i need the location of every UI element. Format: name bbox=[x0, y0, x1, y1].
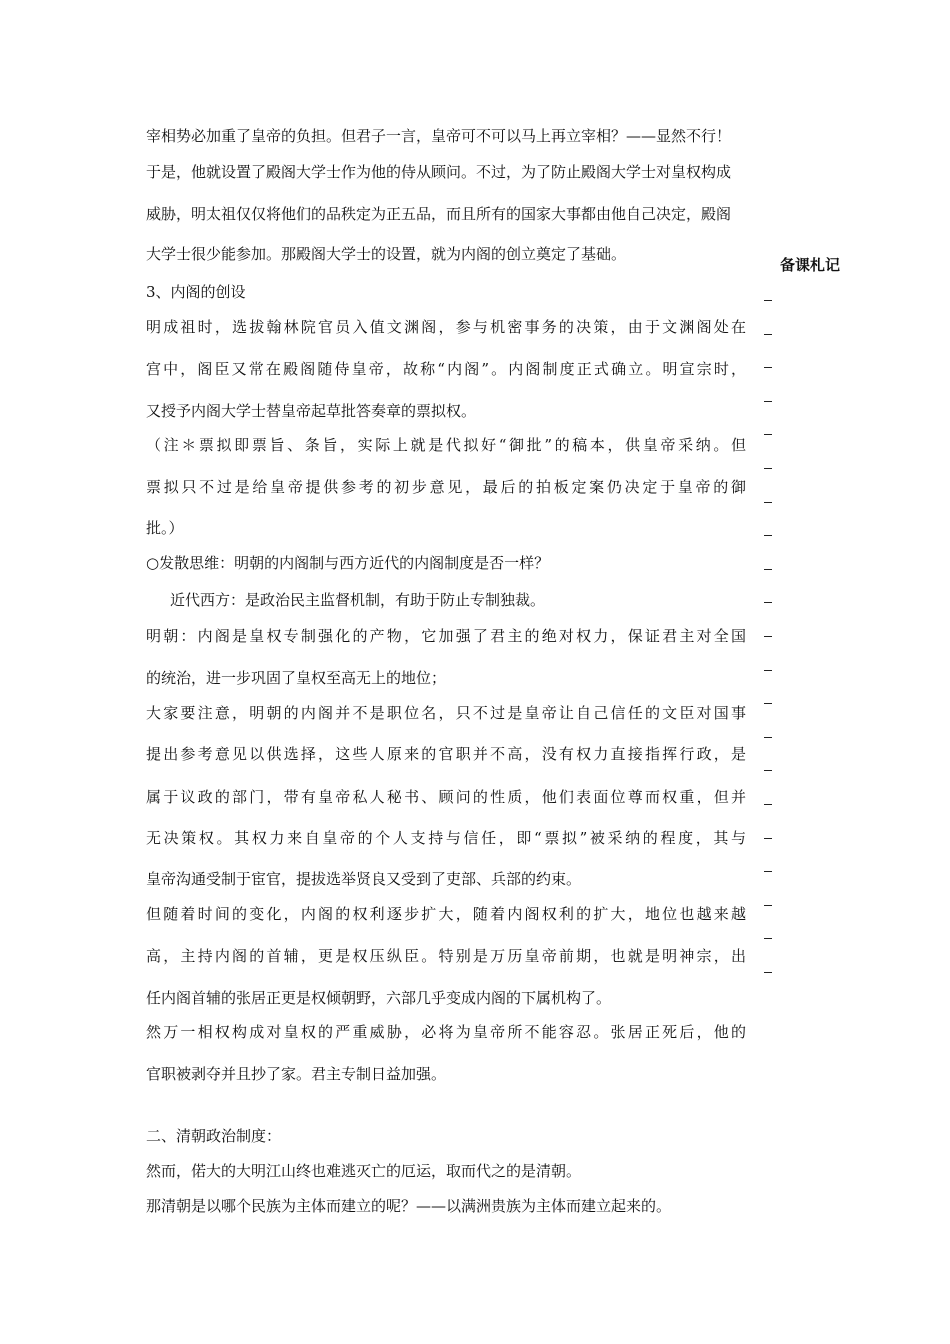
text-line: 高，主持内阁的首辅，更是权压纵臣。特别是万历皇帝前期，也就是明神宗，出 bbox=[146, 947, 746, 965]
text-line: 那清朝是以哪个民族为主体而建立的呢？——以满洲贵族为主体而建立起来的。 bbox=[146, 1197, 672, 1215]
note-line-mark bbox=[764, 972, 772, 973]
text-line: 明朝：内阁是皇权专制强化的产物，它加强了君主的绝对权力，保证君主对全国 bbox=[146, 627, 746, 645]
note-line-mark bbox=[764, 468, 772, 469]
note-line-mark bbox=[764, 838, 772, 839]
text-line: 宰相势必加重了皇帝的负担。但君子一言，皇帝可不可以马上再立宰相？——显然不行！ bbox=[146, 127, 732, 145]
note-line-mark bbox=[764, 636, 772, 637]
note-line: 批。） bbox=[146, 519, 184, 537]
note-line-mark bbox=[764, 602, 772, 603]
note-line-mark bbox=[764, 804, 772, 805]
note-line-mark bbox=[764, 770, 772, 771]
note-line-mark bbox=[764, 401, 772, 402]
text-line: 但随着时间的变化，内阁的权利逐步扩大，随着内阁权利的扩大，地位也越来越 bbox=[146, 905, 746, 923]
note-line-mark bbox=[764, 703, 772, 704]
note-line-mark bbox=[764, 300, 772, 301]
note-line-mark bbox=[764, 502, 772, 503]
note-line-mark bbox=[764, 871, 772, 872]
note-line-mark bbox=[764, 938, 772, 939]
text-line: 任内阁首辅的张居正更是权倾朝野，六部几乎变成内阁的下属机构了。 bbox=[146, 989, 612, 1007]
text-line: 于是，他就设置了殿阁大学士作为他的侍从顾问。不过，为了防止殿阁大学士对皇权构成 bbox=[146, 163, 732, 181]
text-line: 属于议政的部门，带有皇帝私人秘书、顾问的性质，他们表面位尊而权重，但并 bbox=[146, 788, 746, 806]
note-line: （注＊票拟即票旨、条旨，实际上就是代拟好“御批”的稿本，供皇帝采纳。但 bbox=[146, 436, 746, 454]
text-line: 提出参考意见以供选择，这些人原来的官职并不高，没有权力直接指挥行政，是 bbox=[146, 745, 746, 763]
text-line: 皇帝沟通受制于宦官，提拔选举贤良又受到了吏部、兵部的约束。 bbox=[146, 870, 582, 888]
note-line-mark bbox=[764, 535, 772, 536]
text-line: 大学士很少能参加。那殿阁大学士的设置，就为内阁的创立奠定了基础。 bbox=[146, 245, 627, 263]
note-line-mark bbox=[764, 670, 772, 671]
section-heading: 二、清朝政治制度： bbox=[146, 1127, 282, 1145]
text-line: 然而，偌大的大明江山终也难逃灭亡的厄运，取而代之的是清朝。 bbox=[146, 1162, 582, 1180]
text-line: 无决策权。其权力来自皇帝的个人支持与信任，即“票拟”被采纳的程度，其与 bbox=[146, 829, 746, 847]
section-heading: 3、内阁的创设 bbox=[146, 283, 246, 301]
note-line-mark bbox=[764, 569, 772, 570]
note-line-mark bbox=[764, 905, 772, 906]
text-line: 然万一相权构成对皇权的严重威胁，必将为皇帝所不能容忍。张居正死后，他的 bbox=[146, 1023, 746, 1041]
text-line: 威胁，明太祖仅仅将他们的品秩定为正五品，而且所有的国家大事都由他自己决定，殿阁 bbox=[146, 205, 732, 223]
text-line: 又授予内阁大学士替皇帝起草批答奏章的票拟权。 bbox=[146, 402, 477, 420]
note-line-mark bbox=[764, 334, 772, 335]
note-line-mark bbox=[764, 434, 772, 435]
divergent-thinking-question: ○发散思维：明朝的内阁制与西方近代的内阁制度是否一样？ bbox=[146, 554, 550, 572]
text-line: 大家要注意，明朝的内阁并不是职位名，只不过是皇帝让自己信任的文臣对国事 bbox=[146, 704, 746, 722]
text-line: 明成祖时，选拔翰林院官员入值文渊阁，参与机密事务的决策，由于文渊阁处在 bbox=[146, 318, 746, 336]
note-line-mark bbox=[764, 737, 772, 738]
text-line: 宫中，阁臣又常在殿阁随侍皇帝，故称“内阁”。内阁制度正式确立。明宣宗时， bbox=[146, 360, 746, 378]
lesson-notes-title: 备课札记 bbox=[780, 256, 841, 274]
text-line: 官职被剥夺并且抄了家。君主专制日益加强。 bbox=[146, 1065, 447, 1083]
note-line: 票拟只不过是给皇帝提供参考的初步意见，最后的拍板定案仍决定于皇帝的御 bbox=[146, 478, 746, 496]
text-line: 近代西方：是政治民主监督机制，有助于防止专制独裁。 bbox=[170, 591, 546, 609]
note-line-mark bbox=[764, 367, 772, 368]
text-line: 的统治，进一步巩固了皇权至高无上的地位； bbox=[146, 669, 447, 687]
